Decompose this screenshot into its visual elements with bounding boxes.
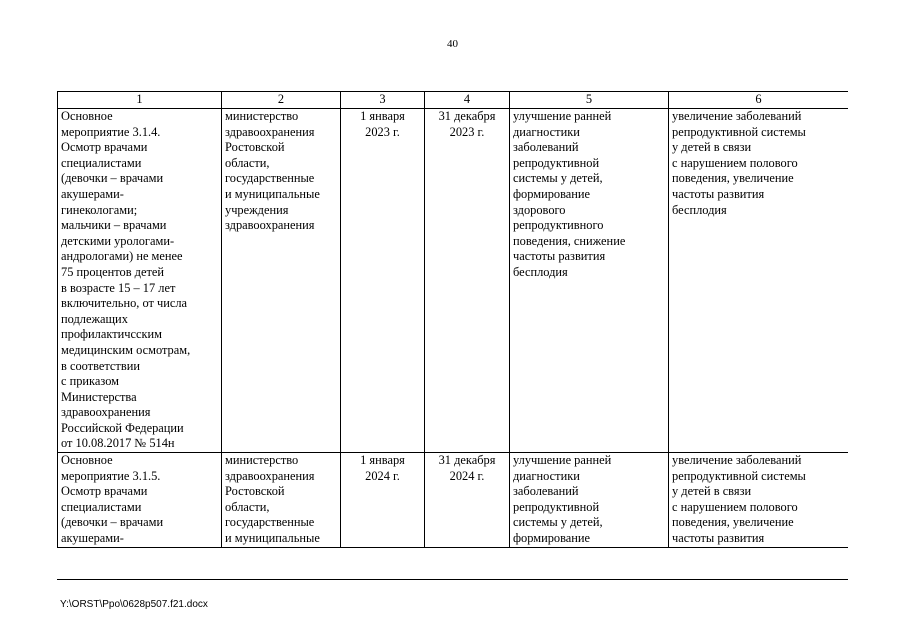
cell-text-line: области, <box>225 499 270 514</box>
responsible-cell <box>222 109 341 453</box>
file-path-footer: Y:\ORST\Ppo\0628p507.f21.docx <box>60 599 208 610</box>
cell-text-line: увеличение заболеваний <box>672 453 802 468</box>
table-container <box>57 91 848 580</box>
header-cell: 6 <box>669 92 849 109</box>
cell-text-line: здравоохранения <box>225 468 315 483</box>
cell-text-line: и муниципальные <box>225 186 320 201</box>
cell-text-line: Ростовской <box>225 484 285 499</box>
table-header-row <box>58 92 849 109</box>
cell-text-line: и муниципальные <box>225 531 320 546</box>
header-cell: 3 <box>341 92 425 109</box>
cell-text-line: (девочки – врачами <box>61 515 164 530</box>
consequences-cell <box>669 453 849 548</box>
cell-text-line: 2023 г. <box>449 124 485 139</box>
cell-text-line: учреждения <box>225 202 289 217</box>
cell-text-line: здравоохранения <box>61 405 151 420</box>
cell-text-line: здравоохранения <box>225 218 315 233</box>
cell-text-line: репродуктивной <box>513 499 600 514</box>
cell-text-line: акушерами- <box>61 531 124 546</box>
cell-text-line: у детей в связи <box>672 140 752 155</box>
cell-text-line: 75 процентов детей <box>61 264 165 279</box>
cell-text-line: репродуктивной системы <box>672 124 806 139</box>
cell-text-line: министерство <box>225 109 299 123</box>
cell-text-line: 31 декабря <box>438 109 496 123</box>
cell-text-line: 1 января <box>360 453 405 468</box>
cell-text-line: поведения, снижение <box>513 233 626 248</box>
table-row <box>58 109 849 453</box>
expected-result-cell <box>510 109 669 453</box>
cell-text-line: Осмотр врачами <box>61 140 148 155</box>
page-number: 40 <box>447 38 458 50</box>
end-date-cell <box>425 453 510 548</box>
end-date-cell <box>425 109 510 453</box>
cell-text-line: системы у детей, <box>513 171 603 186</box>
cell-text-line: диагностики <box>513 124 580 139</box>
cell-text-line: мероприятие 3.1.4. <box>61 124 161 139</box>
cell-text-line: в возрасте 15 – 17 лет <box>61 280 176 295</box>
cell-text-line: улучшение ранней <box>513 109 612 123</box>
cell-text-line: андрологами) не менее <box>61 249 183 264</box>
cell-text-line: репродуктивной <box>513 155 600 170</box>
cell-text-line: специалистами <box>61 155 142 170</box>
cell-text-line: Основное <box>61 109 113 123</box>
cell-text-line: государственные <box>225 515 315 530</box>
header-cell: 5 <box>510 92 669 109</box>
cell-text-line: здравоохранения <box>225 124 315 139</box>
activity-cell <box>58 109 222 453</box>
cell-text-line: с нарушением полового <box>672 155 798 170</box>
cell-text-line: бесплодия <box>672 202 727 217</box>
cell-text-line: гинекологами; <box>61 202 138 217</box>
cell-text-line: системы у детей, <box>513 515 603 530</box>
cell-text-line: 2024 г. <box>449 468 485 483</box>
cell-text-line: мальчики – врачами <box>61 218 167 233</box>
cell-text-line: увеличение заболеваний <box>672 109 802 123</box>
cell-text-line: Осмотр врачами <box>61 484 148 499</box>
header-cell: 4 <box>425 92 510 109</box>
cell-text-line: здорового <box>513 202 566 217</box>
cell-text-line: частоты развития <box>672 531 765 546</box>
cell-text-line: акушерами- <box>61 186 124 201</box>
cell-text-line: с приказом <box>61 374 120 389</box>
cell-text-line: в соответствии <box>61 358 140 373</box>
cell-text-line: мероприятие 3.1.5. <box>61 468 161 483</box>
cell-text-line: формирование <box>513 531 591 546</box>
cell-text-line: частоты развития <box>513 249 606 264</box>
cell-text-line: Российской Федерации <box>61 420 184 435</box>
cell-text-line: Ростовской <box>225 140 285 155</box>
consequences-cell <box>669 109 849 453</box>
cell-text-line: включительно, от числа <box>61 296 188 311</box>
activities-table <box>57 91 848 548</box>
cell-text-line: репродуктивного <box>513 218 604 233</box>
cell-text-line: поведения, увеличение <box>672 171 794 186</box>
expected-result-cell <box>510 453 669 548</box>
activity-cell <box>58 453 222 548</box>
cell-text-line: 31 декабря <box>438 453 496 468</box>
cell-text-line: медицинским осмотрам, <box>61 342 191 357</box>
start-date-cell <box>341 109 425 453</box>
cell-text-line: министерство <box>225 453 299 468</box>
cell-text-line: диагностики <box>513 468 580 483</box>
cell-text-line: поведения, увеличение <box>672 515 794 530</box>
cell-text-line: 1 января <box>360 109 405 123</box>
header-cell: 1 <box>58 92 222 109</box>
cell-text-line: 2024 г. <box>365 468 400 483</box>
cell-text-line: репродуктивной системы <box>672 468 806 483</box>
cell-text-line: у детей в связи <box>672 484 752 499</box>
cell-text-line: государственные <box>225 171 315 186</box>
cell-text-line: Основное <box>61 453 113 468</box>
cell-text-line: профилактичсским <box>61 327 162 342</box>
cell-text-line: улучшение ранней <box>513 453 612 468</box>
cell-text-line: специалистами <box>61 499 142 514</box>
cell-text-line: детскими урологами- <box>61 233 175 248</box>
cell-text-line: Министерства <box>61 389 137 404</box>
cell-text-line: заболеваний <box>513 484 579 499</box>
cell-text-line: подлежащих <box>61 311 128 326</box>
cell-text-line: частоты развития <box>672 186 765 201</box>
header-cell: 2 <box>222 92 341 109</box>
cell-text-line: от 10.08.2017 № 514н <box>61 436 175 451</box>
cell-text-line: 2023 г. <box>365 124 400 139</box>
cell-text-line: формирование <box>513 186 591 201</box>
cell-text-line: заболеваний <box>513 140 579 155</box>
start-date-cell <box>341 453 425 548</box>
responsible-cell <box>222 453 341 548</box>
cell-text-line: с нарушением полового <box>672 499 798 514</box>
cell-text-line: бесплодия <box>513 264 568 279</box>
cell-text-line: области, <box>225 155 270 170</box>
cell-text-line: (девочки – врачами <box>61 171 164 186</box>
table-row <box>58 453 849 548</box>
